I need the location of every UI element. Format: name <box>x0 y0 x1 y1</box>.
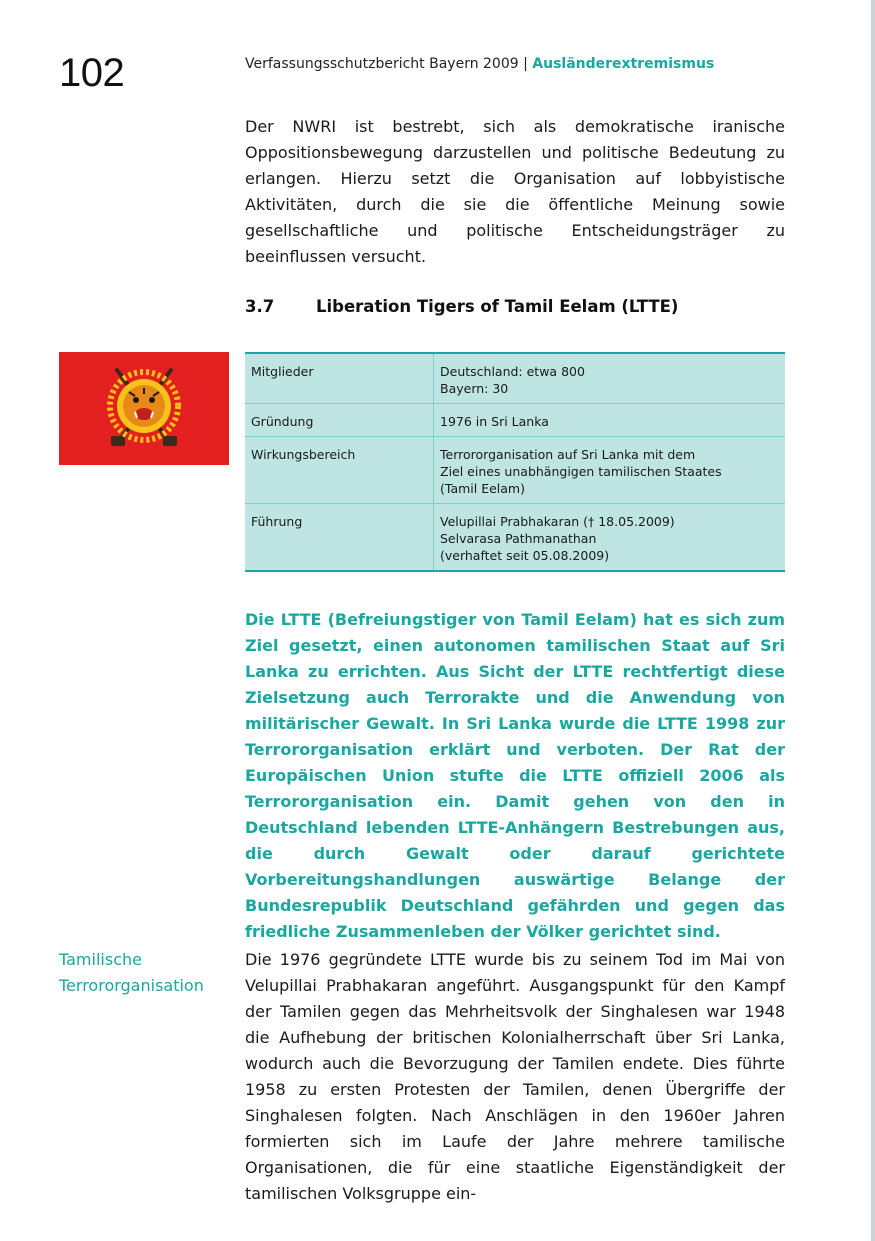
running-header <box>245 55 714 73</box>
fact-table-body <box>245 353 785 571</box>
row-label: Wirkungsbereich <box>245 437 434 504</box>
row-label: Mitglieder <box>245 353 434 404</box>
table-row-founding <box>245 404 785 437</box>
ltte-flag-icon <box>59 352 229 465</box>
page-number: 102 <box>59 51 125 95</box>
value-line: Terrororganisation auf Sri Lanka mit dem <box>440 447 696 462</box>
value-line: (verhaftet seit 05.08.2009) <box>440 548 610 563</box>
table-row-scope <box>245 437 785 504</box>
fact-table <box>245 352 785 572</box>
value-line: Deutschland: etwa 800 <box>440 364 585 379</box>
row-label: Führung <box>245 504 434 572</box>
section-heading-title: Liberation Tigers of Tamil Eelam (LTTE) <box>316 297 679 316</box>
row-value <box>434 404 786 437</box>
value-line: Selvarasa Pathmanathan <box>440 531 597 546</box>
lead-paragraph: Die LTTE (Befreiungstiger von Tamil Eelam) hat es sich zum Ziel gesetzt, einen autonomen tamilischen Staat auf Sri Lanka zu errichten. Aus Sicht der LTTE rechtfertigt diese Zielsetzung auch Terrorakte und die Anwendung von militärischer Gewalt. In Sri Lanka wurde die LTTE 1998 zur Terrororganisation erklärt und verboten. Der Rat der Europäischen Union stufte die LTTE offiziell 2006 als Terrororganisation ein. Damit gehen von den in Deutschland lebenden LTTE-Anhängern Bestrebungen aus, die durch Gewalt oder darauf gerichtete Vorbereitungshandlungen auswärtige Belange der Bundesrepublik Deutschland gefährden und gegen das friedliche Zusammenleben der Völker gerichtet sind. <box>245 610 785 941</box>
row-value <box>434 504 786 572</box>
row-value <box>434 437 786 504</box>
value-line: Ziel eines unabhängigen tamilischen Staates <box>440 464 722 479</box>
value-line: Velupillai Prabhakaran († 18.05.2009) <box>440 514 675 529</box>
value-line: Bayern: 30 <box>440 381 509 396</box>
header-separator: | <box>523 56 528 72</box>
section-number: 3.7 <box>245 297 275 316</box>
value-line: (Tamil Eelam) <box>440 481 525 496</box>
table-row-leadership <box>245 504 785 572</box>
intro-paragraph: Der NWRI ist bestrebt, sich als demokratische iranische Oppositionsbewegung darzustellen und politische Bedeutung zu erlangen. Hierzu setzt die Organisation auf lobbyistische Aktivitäten, durch die sie die öffentliche Meinung sowie gesellschaftliche und politische Entscheidungsträger zu beeinflussen versucht. <box>245 117 785 266</box>
section-heading <box>245 295 678 319</box>
publication-title: Verfassungsschutzbericht Bayern 2009 <box>245 56 519 72</box>
margin-note <box>59 947 204 999</box>
margin-note-line: Tamilische <box>59 950 142 969</box>
section-title: Ausländerextremismus <box>532 56 715 72</box>
table-row-members <box>245 353 785 404</box>
value-line: 1976 in Sri Lanka <box>440 414 549 429</box>
body-paragraph: Die 1976 gegründete LTTE wurde bis zu seinem Tod im Mai von Velupillai Prabhakaran angeführt. Ausgangspunkt für den Kampf der Tamilen gegen das Mehrheitsvolk der Singhalesen war 1948 die Aufhebung der britischen Kolonialherrschaft über Sri Lanka, wodurch auch die Bevorzugung der Tamilen endete. Dies führte 1958 zu ersten Protesten der Tamilen, denen Übergriffe der Singhalesen folgten. Nach Anschlägen in den 1960er Jahren formierten sich im Laufe der Jahre mehrere tamilische Organisationen, die für eine staatliche Eigenständigkeit der tamilischen Volksgruppe ein- <box>245 950 785 1203</box>
row-value <box>434 353 786 404</box>
page-edge-stripe <box>871 0 875 1241</box>
margin-note-line: Terrororganisation <box>59 976 204 995</box>
row-label: Gründung <box>245 404 434 437</box>
